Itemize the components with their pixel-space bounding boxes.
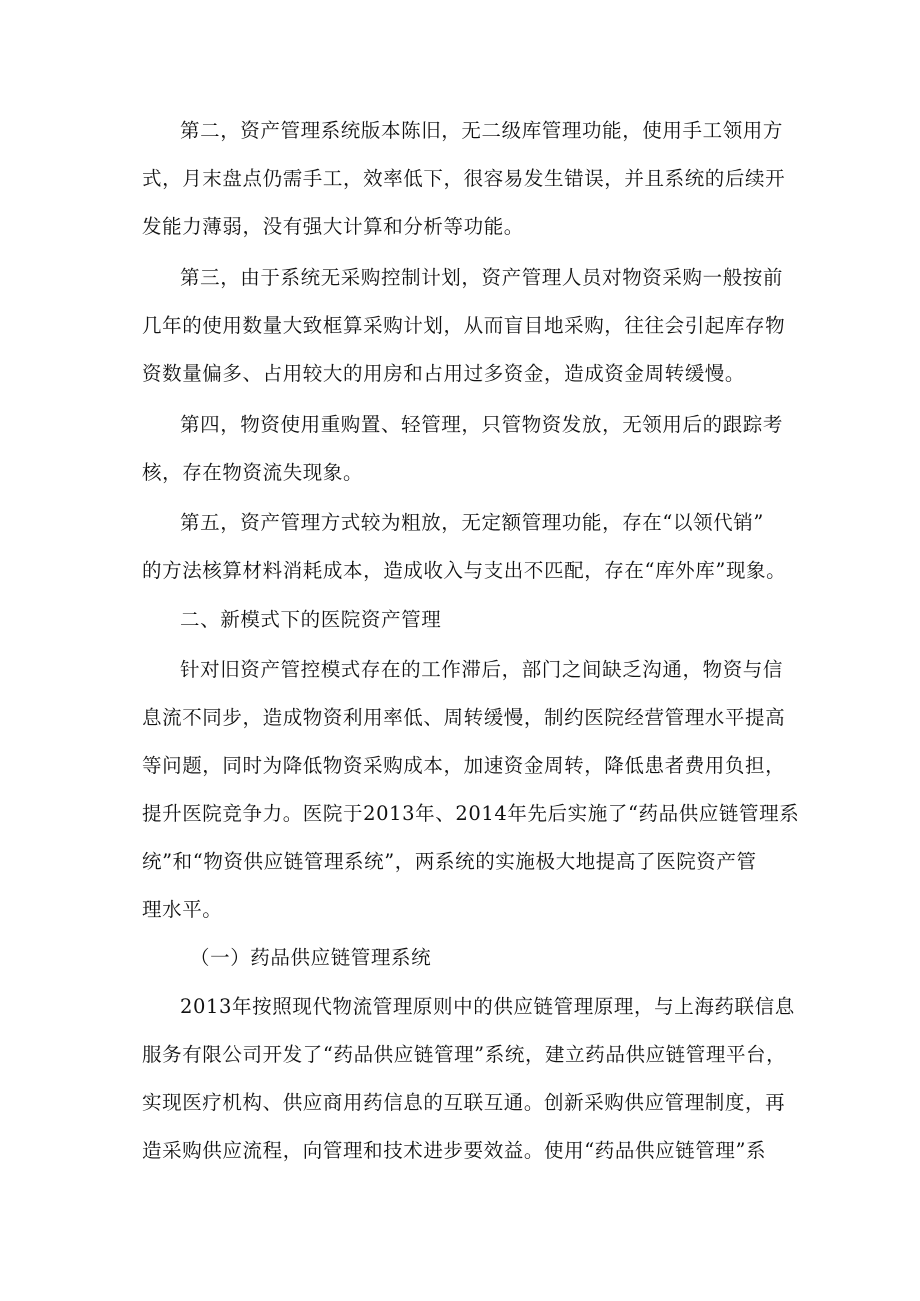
subsection-heading: （一）药品供应链管理系统 [190,946,432,969]
paragraph-line: 第二，资产管理系统版本陈旧，无二级库管理功能，使用手工领用方 [180,119,784,142]
paragraph-line: 几年的使用数量大致框算采购计划，从而盲目地采购，往往会引起库存物 [142,314,786,337]
paragraph-line: 提升医院竞争力。医院于2013年、2014年先后实施了“药品供应链管理系 [142,802,800,825]
section-heading: 二、新模式下的医院资产管理 [180,608,442,631]
paragraph-line: 资数量偏多、占用较大的用房和占用过多资金，造成资金周转缓慢。 [142,362,746,385]
paragraph-line: 的方法核算材料消耗成本，造成收入与支出不匹配，存在“库外库”现象。 [142,559,787,582]
paragraph-line: 第三，由于系统无采购控制计划，资产管理人员对物资采购一般按前 [180,266,784,289]
paragraph-line: 第四，物资使用重购置、轻管理，只管物资发放，无领用后的跟踪考 [180,413,784,436]
paragraph-line: 统”和“物资供应链管理系统”，两系统的实施极大地提高了医院资产管 [142,850,757,873]
paragraph-line: 息流不同步，造成物资利用率低、周转缓慢，制约医院经营管理水平提高 [142,706,786,729]
paragraph-line: 服务有限公司开发了“药品供应链管理”系统，建立药品供应链管理平台， [142,1043,787,1066]
paragraph-line: 理水平。 [142,898,223,921]
paragraph-line: 针对旧资产管控模式存在的工作滞后，部门之间缺乏沟通，物资与信 [180,658,784,681]
paragraph-line: 核，存在物资流失现象。 [142,461,364,484]
paragraph-line: 实现医疗机构、供应商用药信息的互联互通。创新采购供应管理制度，再 [142,1091,786,1114]
paragraph-line: 等问题，同时为降低物资采购成本，加速资金周转，降低患者费用负担， [142,754,786,777]
paragraph-line: 2013年按照现代物流管理原则中的供应链管理原理，与上海药联信息 [180,995,795,1018]
paragraph-line: 发能力薄弱，没有强大计算和分析等功能。 [142,215,524,238]
paragraph-line: 式，月末盘点仍需手工，效率低下，很容易发生错误，并且系统的后续开 [142,167,786,190]
paragraph-line: 第五，资产管理方式较为粗放，无定额管理功能，存在“以领代销” [180,511,764,534]
paragraph-line: 造采购供应流程，向管理和技术进步要效益。使用“药品供应链管理”系 [142,1139,767,1162]
